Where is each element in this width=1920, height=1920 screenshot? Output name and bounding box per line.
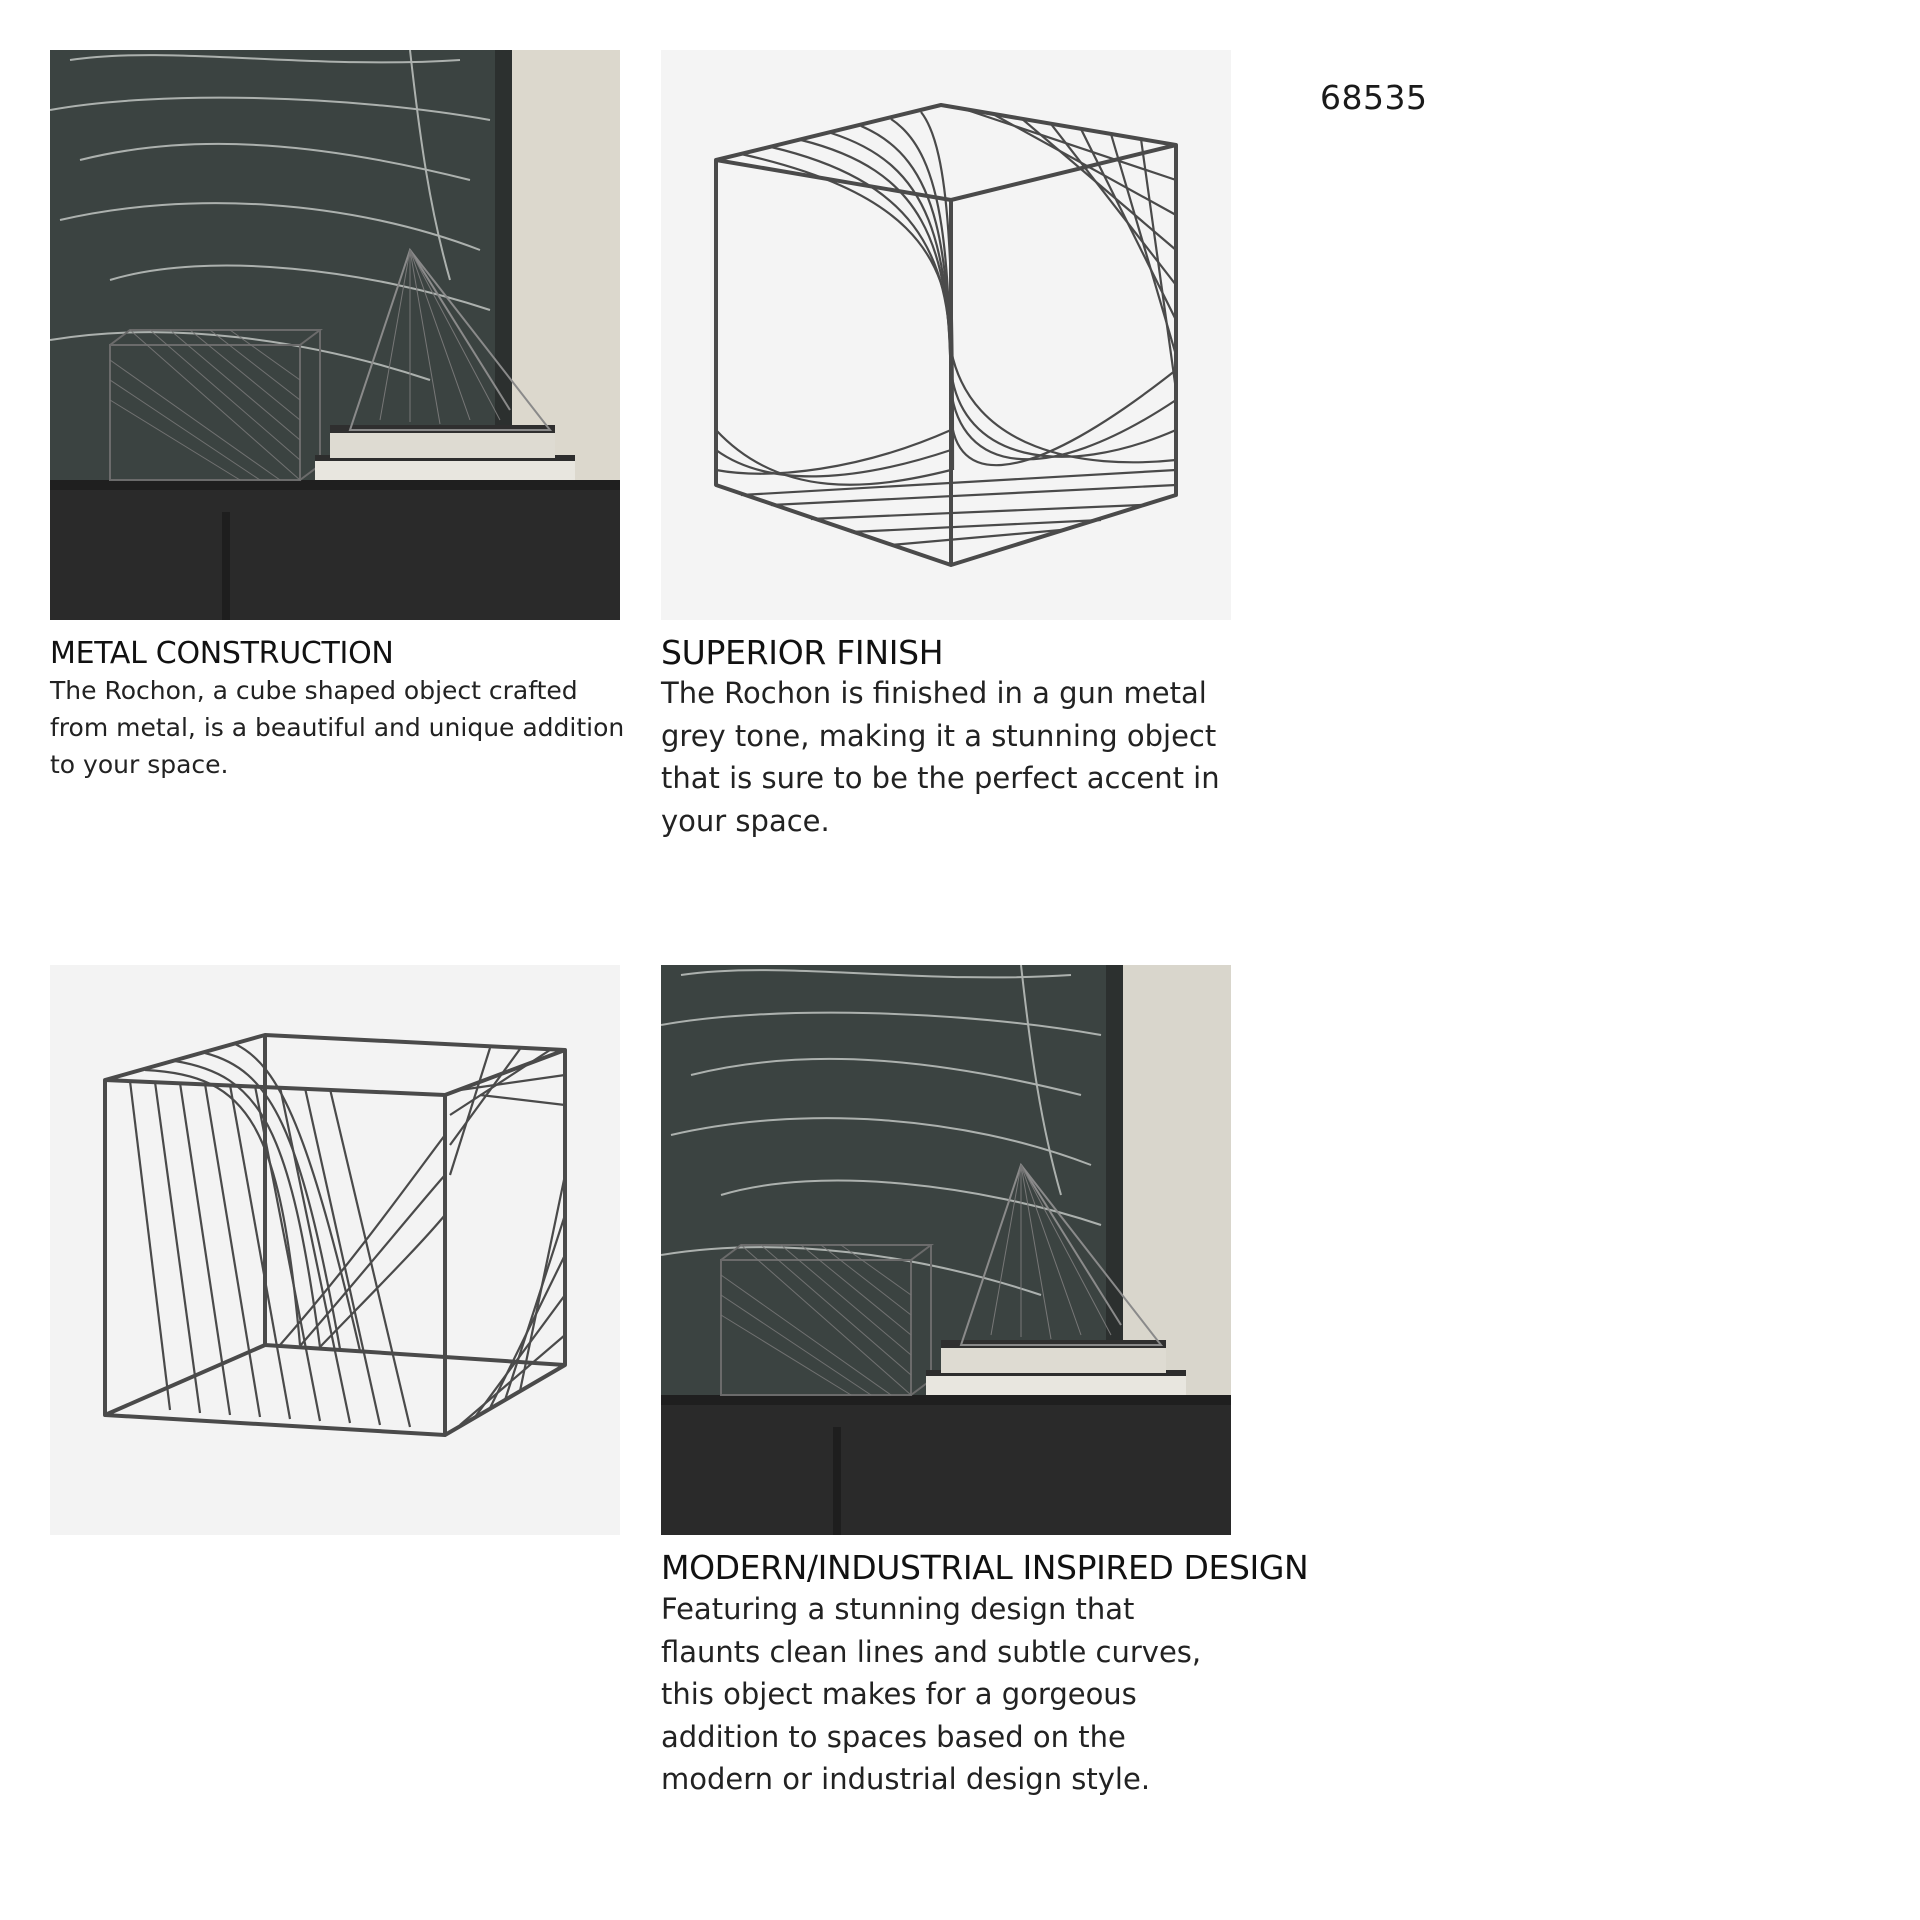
lifestyle-photo-1 bbox=[50, 50, 620, 620]
feature-body: Featuring a stunning design that flaunts clean lines and subtle curves, this object makes for a gorgeous addition to spaces based on the modern or industrial design style. bbox=[661, 1592, 1202, 1796]
feature-title: METAL CONSTRUCTION bbox=[50, 636, 394, 671]
feature-title: SUPERIOR FINISH bbox=[661, 633, 944, 672]
lifestyle-scene-icon bbox=[661, 965, 1231, 1535]
product-photo-cube-angle bbox=[50, 965, 620, 1535]
product-photo-cube bbox=[661, 50, 1231, 620]
feature-metal-construction bbox=[50, 636, 625, 783]
feature-body: The Rochon, a cube shaped object crafted from metal, is a beautiful and unique addition to your space. bbox=[50, 676, 625, 779]
wire-cube-angle-icon bbox=[50, 965, 620, 1535]
lifestyle-photo-2 bbox=[661, 965, 1231, 1535]
lifestyle-scene-icon bbox=[50, 50, 620, 620]
feature-body: The Rochon is finished in a gun metal grey tone, making it a stunning object that is sure to be the perfect accent in your space. bbox=[661, 676, 1220, 838]
feature-modern-industrial-design bbox=[661, 1548, 1361, 1801]
product-code: 68535 bbox=[1320, 78, 1428, 117]
wire-cube-icon bbox=[661, 50, 1231, 620]
feature-superior-finish bbox=[661, 634, 1221, 842]
feature-title: MODERN/INDUSTRIAL INSPIRED DESIGN bbox=[661, 1548, 1309, 1587]
